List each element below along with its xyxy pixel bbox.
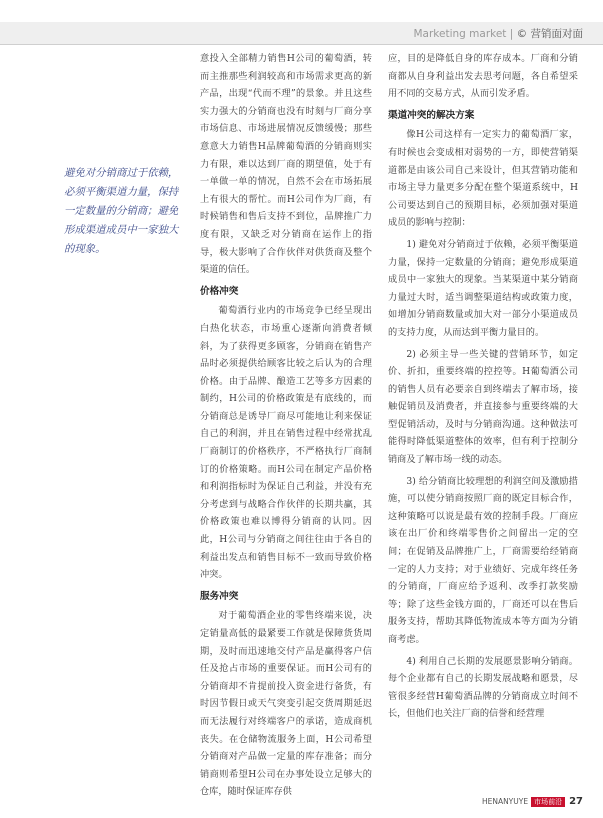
paragraph: 应，目的是降低自身的库存成本。厂商和分销商都从自身利益出发去思考问题，各自希望采用不同的交易方式，从而引发矛盾。: [388, 53, 578, 100]
page-number: 27: [569, 796, 583, 807]
paragraph: 4) 利用自己长期的发展愿景影响分销商。每个企业都有自己的长期发展战略和愿景，尽管很多经营H葡萄酒品牌的分销商成立时间不长，但他们也关注厂商的信誉和经营理: [388, 655, 578, 720]
header-rule: [0, 44, 603, 45]
section-heading-service: 服务冲突: [200, 590, 239, 602]
pull-quote: 避免对分销商过于依赖，必须平衡渠道力量，保持一定数量的分销商；避免形成渠道成员中一家独大的现象。: [64, 167, 179, 255]
paragraph: 葡萄酒行业内的市场竞争已经呈现出白热化状态，市场重心逐渐向消费者倾斜，为了获得更多顾客，分销商在销售产品时必须提供给顾客比较之后认为的合理价格。由于品牌、酿造工艺等多方因素的制约，H公司的价格政策是有底线的，而分销商总是诱导厂商尽可能地让利来保证自己的利润，并且在销售过程中经常扰乱厂商制订的价格秩序，不严格执行厂商制订的价格策略。而H公司在制定产品价格和利润指标时为保证自己利益，并没有充分考虑到与战略合作伙伴的长期共赢，其价格政策也难以博得分销商的认同。因此，H公司与分销商之间往往由于各自的利益出发点和销售目标不一致而导致价格冲突。: [200, 305, 372, 581]
paragraph: 3) 给分销商比较理想的利润空间及激励措施，可以使分销商按照厂商的既定目标合作，这种策略可以说是最有效的控制手段。厂商应该在出厂价和终端零售价之间留出一定的空间；在促销及品牌推广上，厂商需要给经销商一定的人力支持；对于业绩好、完成年终任务的分销商，厂商应给予返利、改季打款奖励等；除了这些金钱方面的，厂商还可以在售后服务支持，帮助其降低物流成本等方面为分销商考虑。: [388, 475, 578, 645]
text-column-right: [388, 50, 578, 727]
paragraph: 2) 必须主导一些关键的营销环节，如定价、折扣，重要终端的控控等。H葡萄酒公司的销售人员有必要亲自到终端去了解市场，接触促销员及消费者，并直接参与重要终端的大型促销活动，及时与分销商沟通。这种做法可能得时降低渠道整体的效率，但有利于控制分销商及了解市场一线的动态。: [388, 348, 578, 466]
page-footer: [482, 796, 583, 807]
section-heading-solution: 渠道冲突的解决方案: [388, 109, 475, 121]
section-cn: © 营销面对面: [516, 28, 583, 40]
paragraph: 对于葡萄酒企业的零售终端来说，决定销量高低的最紧要工作就是保障货货周期，及时而迅速地交付产品是赢得客户信任及抢占市场的重要保证。而H公司有的分销商却不肯提前投入资金进行备货，有时因节假日或天气突变引起交货周期延迟而无法履行对终端客户的承诺，造成商机丧失。在仓储物流服务上面，H公司希望分销商对产品做一定量的库存准备；而分销商则希望H公司在办事处设立足够大的仓库，随时保证库存供: [200, 610, 372, 798]
section-heading-price: 价格冲突: [200, 285, 239, 297]
header-divider: |: [509, 28, 514, 40]
running-header: [413, 26, 583, 41]
paragraph: 像H公司这样有一定实力的葡萄酒厂家，有时候也会变成相对弱势的一方，即使营销渠道都是由该公司自己来设计，但其营销功能和市场主导力量更多分配在整个渠道系统中，H公司要达到自己的预期目标，必须加强对渠道成员的影响与控制：: [388, 129, 578, 229]
paragraph: 1) 避免对分销商过于依赖，必须平衡渠道力量，保持一定数量的分销商；避免形成渠道成员中一家独大的现象。当某渠道中某分销商力量过大时，适当调整渠道结构或政策力度，如增加分销商数量或加大对一部分小渠道成员的支持力度，从而达到平衡力量目的。: [388, 238, 578, 338]
text-column-left: [200, 50, 372, 805]
section-en: Marketing market: [413, 28, 507, 40]
paragraph: 意投入全部精力销售H公司的葡萄酒，转而主推那些利润较高和市场需求更高的新产品，出现“代而不理”的景象。并且这些实力强大的分销商也没有时刻与厂商分享市场信息、市场进展情况反馈缓慢；那些意意大力销售H品牌葡萄酒的分销商则实力有限，难以达到厂商的期望值，处于有一单做一单的情况，自然不会在市场拓展上有很大的帮忙。而H公司作为厂商，有时候销售和售后支持不到位，品牌推广力度有限，又缺乏对分销商在运作上的指导，极大影响了合作伙伴对供货商及整个渠道的信任。: [200, 53, 372, 276]
magazine-name: HENANYUYE: [481, 797, 529, 806]
footer-tag: 市场前沿: [531, 797, 565, 807]
